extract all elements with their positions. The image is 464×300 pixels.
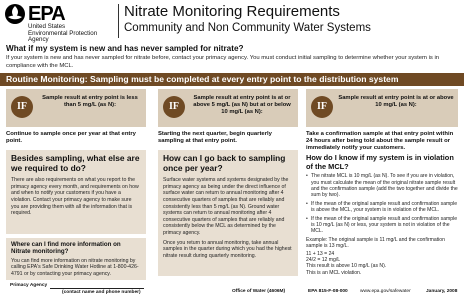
condition-text: Sample result at entry point is at or above 10 mg/L (as N): bbox=[338, 95, 454, 108]
action-text: Continue to sample once per year at that entry point. bbox=[6, 131, 136, 145]
agency-name bbox=[28, 24, 97, 44]
intro-answer: If your system is new and has never sampled for nitrate before, contact your primacy agency. You must conduct initial sampling to determine whether your system is in compliance with the MCL. bbox=[6, 55, 440, 69]
besides-text: There are also requirements on what you report to the primacy agency every month, and requirements on how and when to notify your customers if you have a violation. Contact your primacy agency to make sure you are providing them with all the information that is required. bbox=[11, 177, 139, 217]
agency-line-1: United States bbox=[28, 23, 66, 30]
violation-section bbox=[306, 154, 458, 276]
routine-monitoring-heading: Routine Monitoring: Sampling must be completed at every entry point to the distribution system bbox=[6, 74, 399, 84]
example-text: Example: The original sample is 11 mg/L and the confirmation sample is 13 mg/L. bbox=[306, 236, 445, 250]
routine-monitoring-band bbox=[0, 73, 464, 86]
return-annual-box bbox=[158, 150, 298, 276]
agency-line-3: Agency bbox=[28, 36, 49, 44]
example-calc-4: This is an MCL violation. bbox=[306, 269, 362, 276]
agency-line-2: Environmental Protection bbox=[28, 29, 98, 37]
column-low bbox=[6, 131, 146, 145]
page-subtitle: Community and Non Community Water Systems bbox=[124, 22, 371, 34]
violation-bullet: • If the mean of the original sample result and confirmation sample is 10 mg/L (as N) or less, your system is not in violation of the MCL. bbox=[306, 216, 458, 235]
example-calc-3: This result is above 10 mg/L (as N). bbox=[306, 263, 387, 270]
page-header bbox=[0, 0, 464, 42]
if-badge: IF bbox=[311, 96, 333, 118]
page-title: Nitrate Monitoring Requirements bbox=[124, 3, 340, 20]
if-badge: IF bbox=[11, 96, 33, 118]
column-high bbox=[306, 131, 458, 153]
condition-card-mid bbox=[158, 89, 298, 127]
example-calc-2: 24/2 = 12 mg/L bbox=[306, 257, 341, 264]
return-annual-title: How can I go back to sampling once per year? bbox=[163, 153, 286, 173]
condition-card-high bbox=[306, 89, 458, 127]
primacy-agency-label: Primacy Agency bbox=[10, 283, 48, 288]
besides-title: Besides sampling, what else are we required to do? bbox=[11, 153, 140, 173]
publication-date: January, 2008 bbox=[426, 289, 458, 294]
epa-document-number: EPA 815-F-08-000 bbox=[308, 289, 348, 294]
header-divider bbox=[118, 4, 119, 38]
condition-card-low bbox=[6, 89, 146, 127]
primacy-agency-subtext: (contact name and phone number) bbox=[62, 290, 141, 295]
return-annual-text-1: Surface water systems and systems designated by the primacy agency as being under the direct influence of surface water can return to annual monitoring after 4 consecutive quarters of samples that are reliably and consistently less than 5 mg/L (as N). Ground water systems can return to annual monitoring after 4 consecutive quarters of samples that are reliably and consistently below the MCL as determined by the primacy agency. bbox=[163, 177, 289, 236]
office-of-water: Office of Water (4606M) bbox=[232, 289, 286, 294]
violation-bullet: • If the mean of the original sample result and confirmation sample is above the MCL, your system is in violation of the MCL. bbox=[306, 201, 458, 214]
more-info-text: You can find more information on nitrate monitoring by calling EPA's Safe Drinking Water Hotline at 1-800-426-4791 or by contacting your primacy agency. bbox=[11, 257, 139, 277]
action-text: Take a confirmation sample at that entry point within 24 hours after being told about the sample result or immediately notify your customers. bbox=[306, 131, 454, 152]
condition-text: Sample result at entry point is at or above 5 mg/L (as N) but at or below 10 mg/L (as N): bbox=[193, 95, 291, 115]
epa-logo bbox=[4, 3, 114, 44]
condition-text: Sample result at entry point is less than 5 mg/L (as N): bbox=[42, 95, 138, 108]
more-info-title: Where can I find more information on Nitrate monitoring? bbox=[11, 241, 121, 256]
action-text: Starting the next quarter, begin quarterly sampling at that entry point. bbox=[158, 131, 272, 145]
return-annual-text-2: Once you return to annual monitoring, take annual samples in the quarter during which you had the highest nitrate result during quarterly monitoring. bbox=[163, 239, 292, 259]
epa-flower-icon bbox=[4, 3, 26, 25]
besides-box bbox=[6, 150, 146, 234]
epa-url[interactable]: www.epa.gov/safewater bbox=[360, 289, 411, 294]
violation-title: How do I know if my system is in violation of the MCL? bbox=[306, 153, 454, 171]
intro-question: What if my system is new and has never sampled for nitrate? bbox=[6, 44, 244, 53]
logo-wordmark: EPA bbox=[28, 3, 65, 25]
column-mid bbox=[158, 131, 298, 145]
more-info-box bbox=[6, 238, 146, 280]
violation-bullet: • The nitrate MCL is 10 mg/L (as N). To see if you are in violation, you must calculate the mean of the original nitrate sample result and the confirmation sample (add the two together and divide the sum by two). bbox=[306, 173, 458, 199]
example-calc-1: 11 + 13 = 24 bbox=[306, 250, 335, 257]
if-badge: IF bbox=[163, 96, 185, 118]
primacy-agency-line bbox=[50, 288, 144, 289]
